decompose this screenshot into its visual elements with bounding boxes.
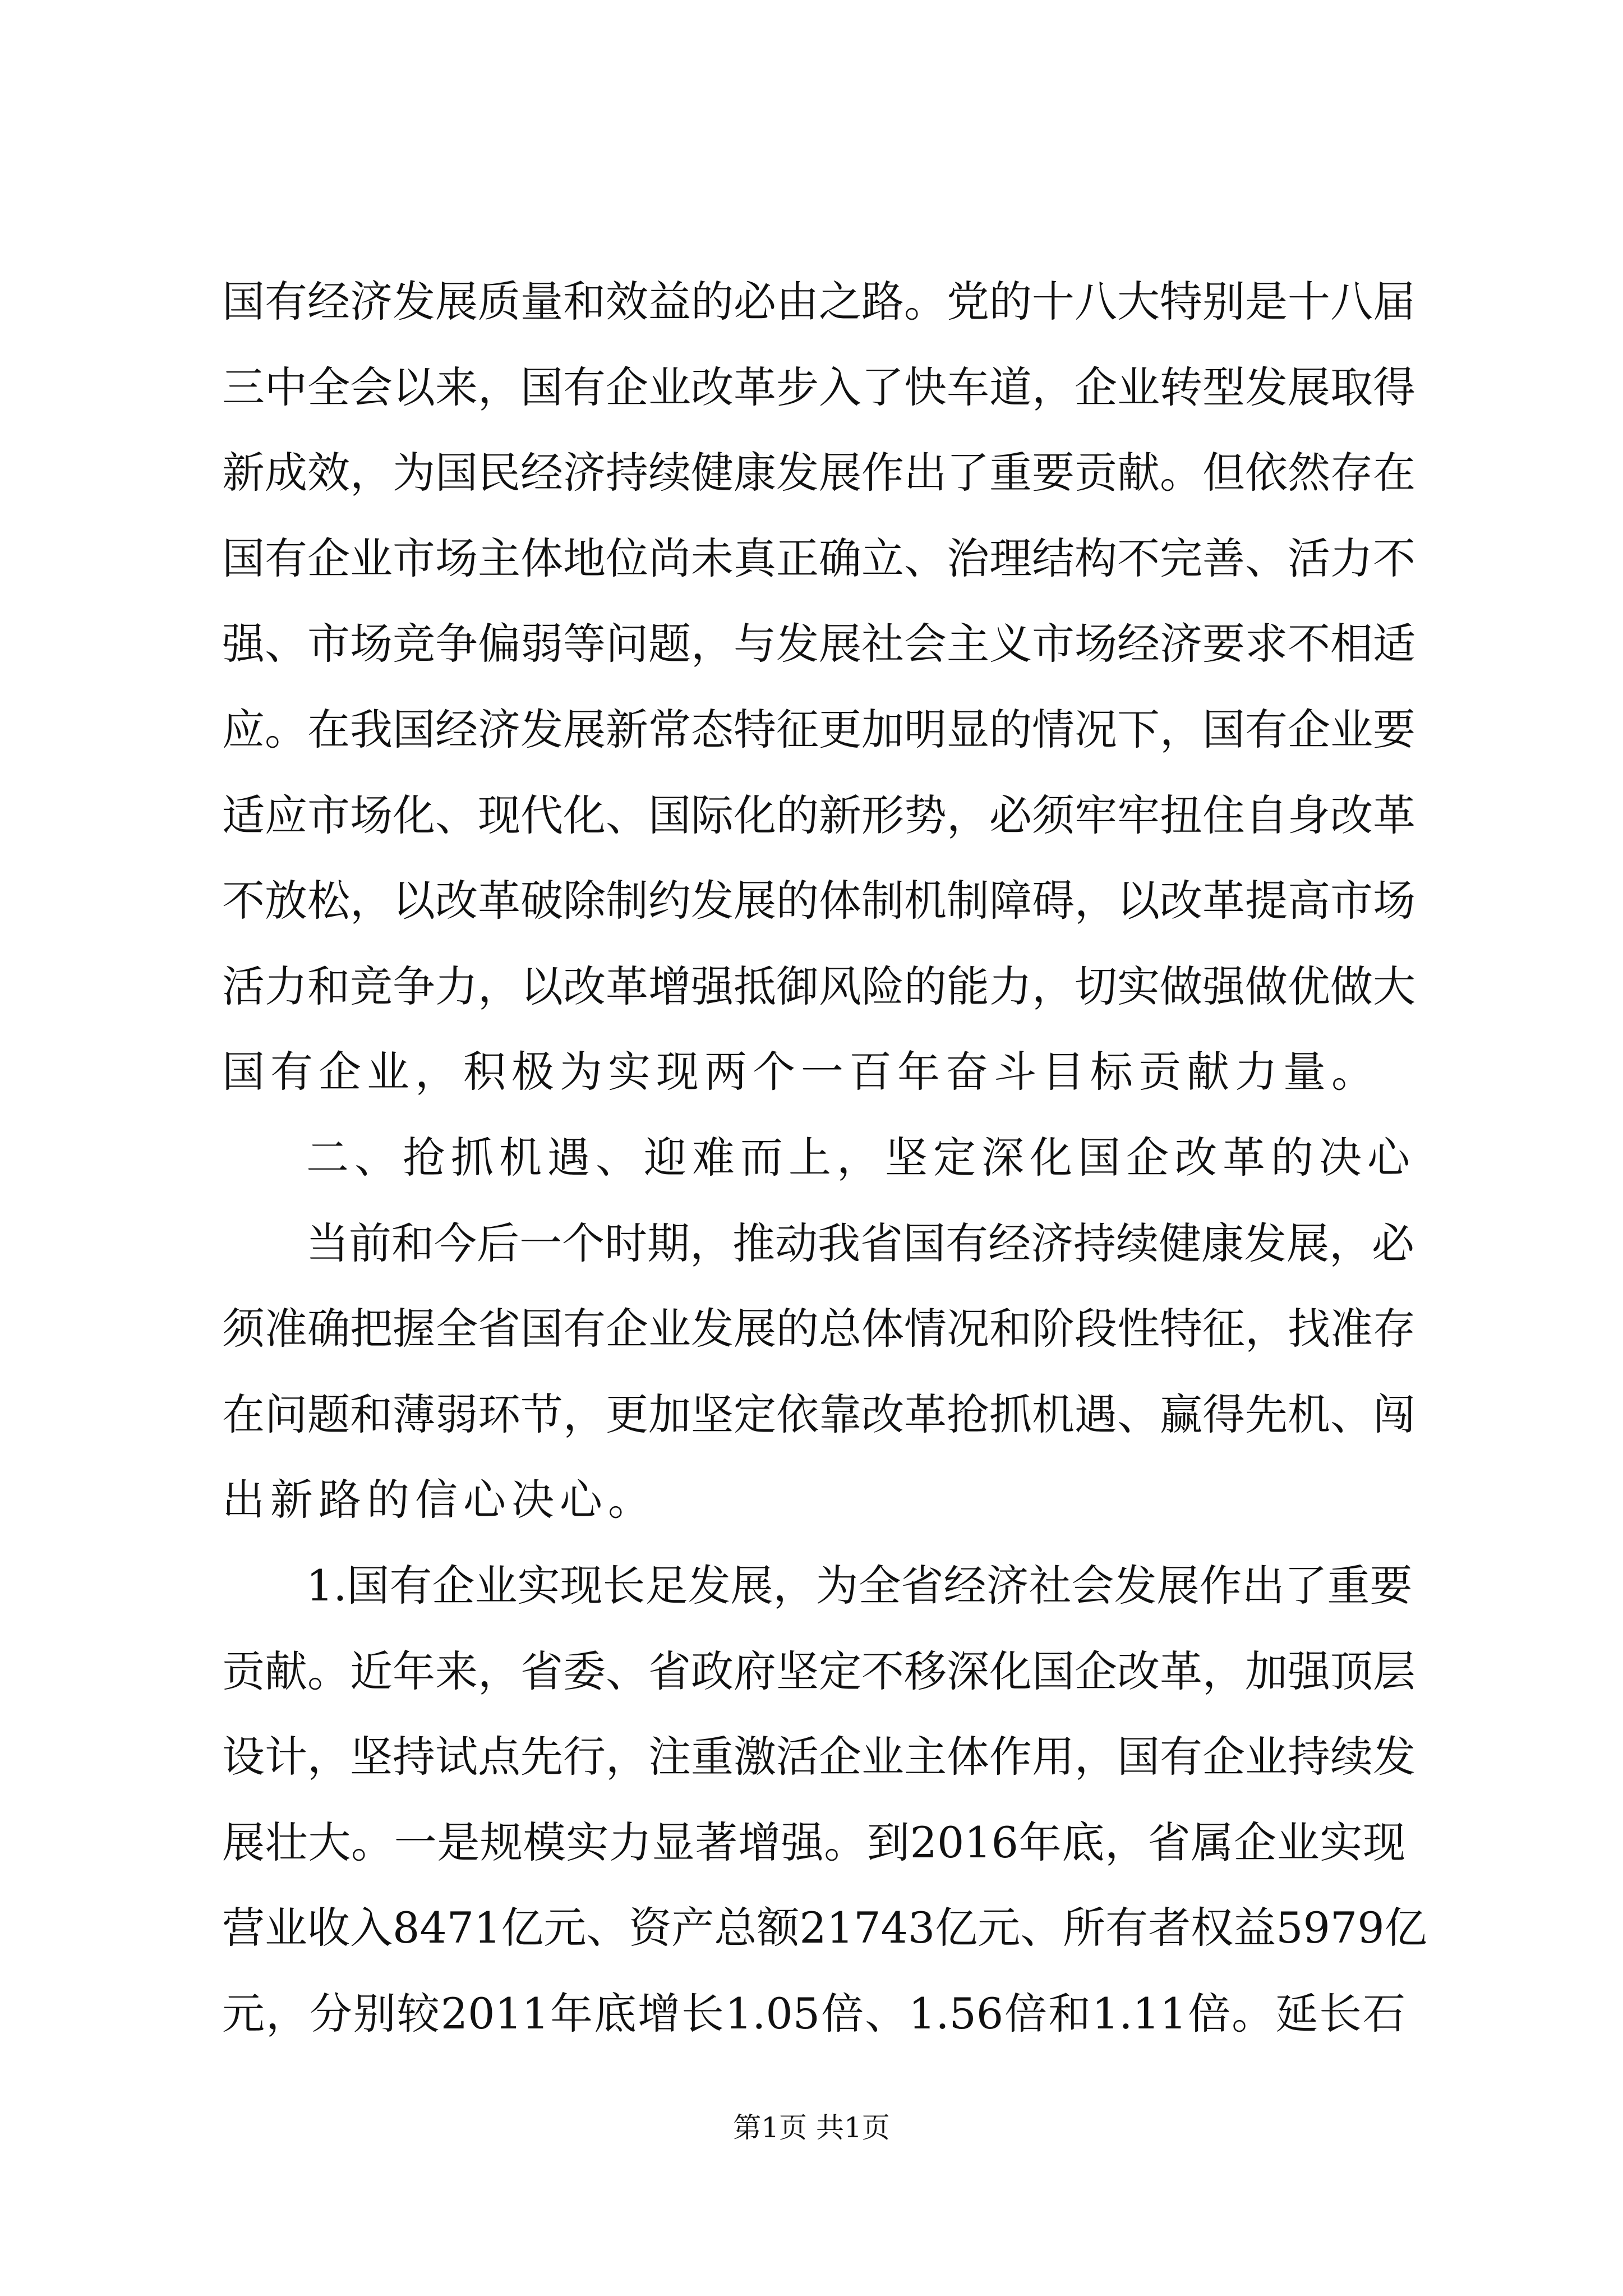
text-line-18: 设计，坚持试点先行，注重激活企业主体作用，国有企业持续发 — [222, 1732, 1415, 1782]
section-heading: 二、抢抓机遇、迎难而上，坚定深化国企改革的决心 — [306, 1132, 1415, 1182]
text-line-12: 当前和今后一个时期，推动我省国有经济持续健康发展，必 — [306, 1218, 1414, 1268]
page-footer: 第1页 共1页 — [733, 2111, 890, 2144]
text-line-10: 国有企业，积极为实现两个一百年奋斗目标贡献力量。 — [222, 1047, 1380, 1097]
text-line-7: 适应市场化、现代化、国际化的新形势，必须牢牢扭住自身改革 — [222, 790, 1415, 840]
text-line-9: 活力和竞争力，以改革增强抵御风险的能力，切实做强做优做大 — [222, 961, 1415, 1011]
text-line-1: 国有经济发展质量和效益的必由之路。党的十八大特别是十八届 — [222, 277, 1415, 326]
text-line-5: 强、市场竞争偏弱等问题，与发展社会主义市场经济要求不相适 — [222, 619, 1415, 669]
text-line-21: 元，分别较2011年底增长1.05倍、1.56倍和1.11倍。延长石 — [222, 1988, 1405, 2039]
text-line-4: 国有企业市场主体地位尚未真正确立、治理结构不完善、活力不 — [222, 533, 1415, 583]
text-line-15: 出新路的信心决心。 — [222, 1475, 656, 1525]
text-line-8: 不放松，以改革破除制约发展的体制机制障碍，以改革提高市场 — [222, 876, 1415, 926]
text-line-16: 1.国有企业实现长足发展，为全省经济社会发展作出了重要 — [306, 1560, 1413, 1611]
text-line-14: 在问题和薄弱环节，更加坚定依靠改革抢抓机遇、赢得先机、闯 — [222, 1389, 1415, 1439]
text-line-13: 须准确把握全省国有企业发展的总体情况和阶段性特征，找准存 — [222, 1304, 1415, 1354]
text-line-17: 贡献。近年来，省委、省政府坚定不移深化国企改革，加强顶层 — [222, 1646, 1415, 1696]
text-line-3: 新成效，为国民经济持续健康发展作出了重要贡献。但依然存在 — [222, 448, 1415, 498]
text-line-19: 展壮大。一是规模实力显著增强。到2016年底，省属企业实现 — [222, 1817, 1405, 1867]
text-line-2: 三中全会以来，国有企业改革步入了快车道，企业转型发展取得 — [222, 362, 1415, 412]
text-line-20: 营业收入8471亿元、资产总额21743亿元、所有者权益5979亿 — [222, 1903, 1427, 1953]
body-text — [222, 259, 1427, 2056]
text-line-6: 应。在我国经济发展新常态特征更加明显的情况下，国有企业要 — [222, 704, 1415, 754]
